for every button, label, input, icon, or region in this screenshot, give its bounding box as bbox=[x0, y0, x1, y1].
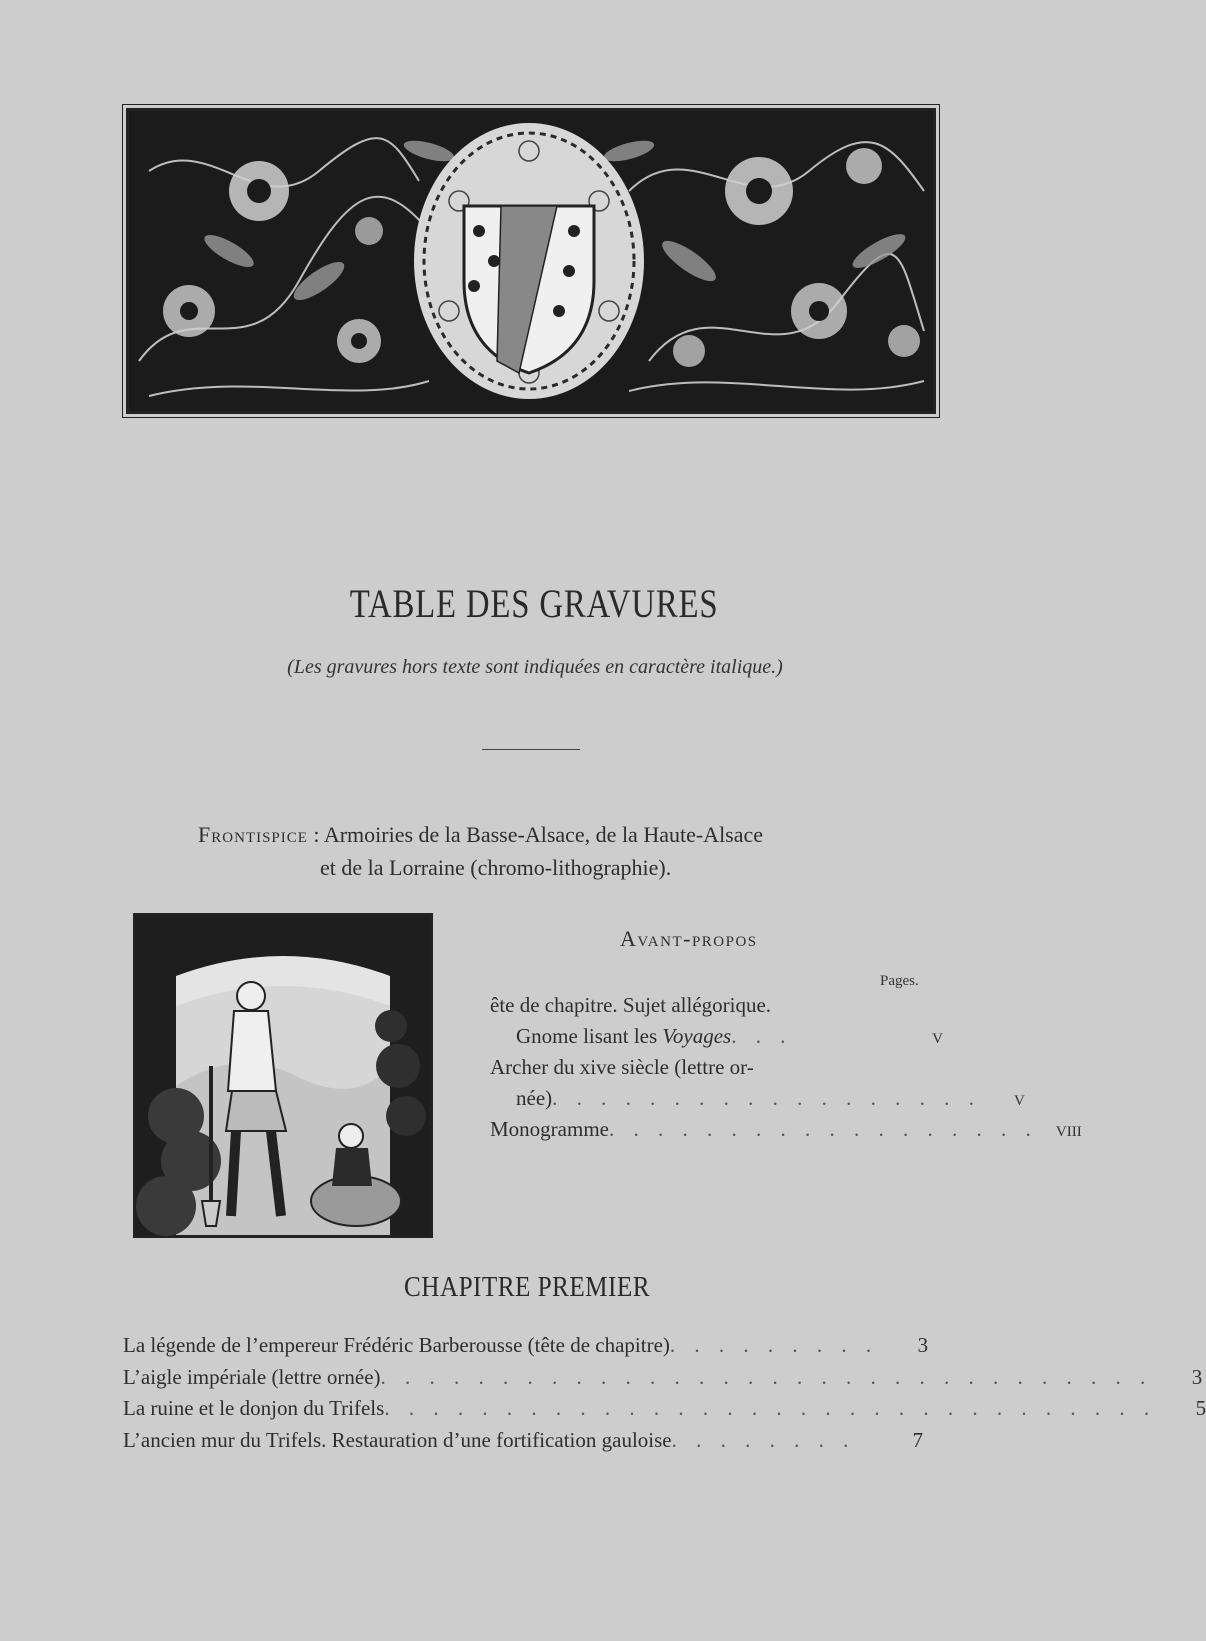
frontispice-line2: et de la Lorraine (chromo-lithographie). bbox=[320, 855, 672, 880]
entry-text: Monogramme bbox=[490, 1117, 609, 1141]
entry-page: v bbox=[932, 1024, 943, 1048]
frontispice-entry bbox=[198, 818, 858, 884]
entry-leader: . . . bbox=[731, 1024, 793, 1048]
entry-leader: . . . . . . . . . . . . . . . . . . bbox=[552, 1086, 981, 1110]
page-title: TABLE DES GRAVURES bbox=[349, 581, 719, 626]
list-item bbox=[490, 1083, 1025, 1114]
list-item bbox=[490, 1114, 1082, 1145]
entry-leader: . . . . . . . . . . . . . . . . . . bbox=[608, 1117, 1038, 1141]
list-item bbox=[123, 1362, 1203, 1394]
entry-text: La légende de l’empereur Frédéric Barberousse (tête de chapitre) bbox=[123, 1333, 670, 1357]
list-item bbox=[123, 1425, 923, 1457]
entry-page: 7 bbox=[912, 1427, 923, 1452]
entry-page: v bbox=[1014, 1086, 1025, 1110]
entry-leader: . . . . . . . . . . . . . . . . . . . . . . . . . . . . . . . . bbox=[380, 1364, 1153, 1389]
page-subtitle: (Les gravures hors texte sont indiquées en caractère italique.) bbox=[287, 656, 783, 678]
avant-propos-list bbox=[490, 990, 1082, 1145]
entry-text: L’aigle impériale (lettre ornée) bbox=[123, 1364, 381, 1389]
entry-text: Archer du xive siècle (lettre or- bbox=[490, 1055, 754, 1079]
frontispice-line1: Armoiries de la Basse-Alsace, de la Haute-Alsace bbox=[323, 822, 764, 847]
entry-text bbox=[516, 1021, 731, 1052]
entry-page: 3 bbox=[1191, 1364, 1203, 1389]
chapter-vignette-illustration bbox=[133, 913, 433, 1238]
entry-leader: . . . . . . . . . . . . . . . . . . . . . . . . . . . . . . . . bbox=[384, 1396, 1157, 1420]
entry-text-italic: Voyages bbox=[662, 1024, 732, 1048]
separator-rule bbox=[482, 749, 580, 750]
entry-page: 3 bbox=[917, 1333, 929, 1357]
chapter-heading: CHAPITRE PREMIER bbox=[404, 1272, 650, 1303]
entry-text: La ruine et le donjon du Trifels bbox=[123, 1396, 385, 1420]
avant-propos-heading: Avant-propos bbox=[620, 926, 758, 951]
entry-leader: . . . . . . . . . bbox=[669, 1333, 879, 1357]
list-item bbox=[490, 990, 943, 1021]
pages-column-label: Pages. bbox=[880, 973, 919, 989]
entry-leader: . . . . . . . . bbox=[671, 1427, 856, 1452]
entry-text: née) bbox=[516, 1086, 553, 1110]
chapter-entries-list bbox=[123, 1330, 1206, 1456]
entry-page: 5 bbox=[1195, 1396, 1206, 1420]
list-item bbox=[490, 1021, 943, 1052]
frontispice-label: Frontispice bbox=[198, 822, 308, 847]
gnome-and-peasant-illustration bbox=[136, 916, 430, 1235]
floral-ornament-illustration bbox=[129, 111, 933, 411]
entry-text: ête de chapitre. Sujet allégorique. bbox=[490, 993, 772, 1017]
list-item bbox=[490, 1052, 943, 1083]
entry-page: viii bbox=[1055, 1117, 1082, 1141]
entry-text-plain: Gnome lisant les bbox=[516, 1024, 663, 1048]
ornamental-headpiece bbox=[126, 108, 936, 414]
list-item bbox=[123, 1393, 1206, 1425]
frontispice-separator: : bbox=[307, 822, 324, 847]
list-item bbox=[123, 1330, 929, 1362]
entry-text: L’ancien mur du Trifels. Restauration d’une fortification gauloise bbox=[123, 1427, 672, 1452]
